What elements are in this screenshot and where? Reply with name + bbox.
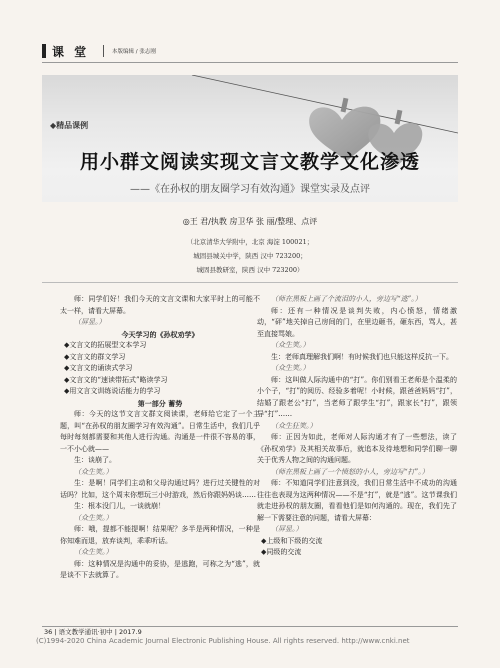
clothespin-icon <box>341 98 349 113</box>
paragraph: 生：是啊！同学们主动和父母沟通过吗？进行过关键性的对话吗？比如，这个周末你想玩三小时游戏，然后你跟妈妈谈…… <box>60 479 260 499</box>
paragraph: （师在黑板上画了个流泪的小人，旁边写“逃”。） <box>271 295 422 303</box>
paragraph: ◆文言文的诵读式学习 <box>64 364 133 372</box>
page-footer: 36 | 语文教学通讯·初中 | 2017.9 <box>44 628 142 636</box>
paragraph: 生：谈崩了。 <box>74 456 116 464</box>
paragraph: 师：这种情况是沟通中的妥协，是逃跑，可称之为“逃”，就是谈不下去就算了。 <box>60 559 260 579</box>
section-rule <box>42 282 458 283</box>
paragraph: （众生狂笑。） <box>271 421 317 430</box>
affiliation-line: 城固县教研室，陕西 汉中 723200） <box>196 266 304 274</box>
paragraph: （众生笑。） <box>74 513 113 522</box>
paragraph: 师：今天的这节文言文群文阅读课，老师给它定了一个主题，叫“在孙权的朋友圈学习有效沟通”。日常生活中，我们几乎每时每刻都需要和其他人进行沟通。沟通是一件很不容易的事，一不小心就—— <box>60 410 260 453</box>
category-tag: ◆精品课例 <box>50 121 89 130</box>
journal-name: 语文教学通讯·初中 <box>58 628 113 636</box>
paragraph: ◆同级的交流 <box>261 548 302 556</box>
header-divider <box>103 45 104 57</box>
paragraph: 师：哦，提都不能提啊！结果呢？多半是两种情况，一种是你知难而退，放弃谈判，乖乖听话。 <box>60 525 260 545</box>
paragraph: 师：正因为如此，老师对人际沟通才有了一些想法，读了《孙权劝学》及其相关故事后，就追本及待地想和同学们聊一聊关于优秀人物之间的沟通问题。 <box>257 433 457 464</box>
paragraph: 生：老师真理解我们啊！有时候我们也只能这样反抗一下。 <box>271 352 453 361</box>
copyright-notice: (C)1994-2020 China Academic Journal Electronic Publishing House. All rights reserved. http://www.cnki.net <box>36 637 410 645</box>
paragraph: ◆文言文的拓展型文本学习 <box>64 341 147 349</box>
paragraph: 师：还有一种情况是谈判失败，内心愤怒，情绪激动，“砰”地关掉自己房间的门，在里边砸书，砸东西，骂人，甚至直接骂娘。 <box>257 306 457 338</box>
paragraph: （众生笑。） <box>271 341 310 349</box>
section-title: 课 堂 <box>52 45 90 59</box>
paragraph: ◆上级和下级的交流 <box>261 536 323 545</box>
paragraph: 师：不知道同学们注意到没，我们日常生活中不成功的沟通往往也表现为这两种情况——不是“打”，就是“逃”。这节课我们就走进孙权的朋友圈，看看他们是如何沟通的。现在，我们先了解一下需要注意的问题，请看大屏幕： <box>257 479 457 522</box>
paragraph: ◆用文言文训练说话能力的学习 <box>64 387 161 395</box>
paragraph: ◆文言文的“速读带拓式”略读学习 <box>64 375 168 384</box>
right-text-column <box>257 294 457 559</box>
left-text-column <box>60 294 260 582</box>
paragraph: （众生笑。） <box>74 548 113 556</box>
paragraph: 今天学习的《孙权劝学》 <box>121 329 199 339</box>
header-rule <box>42 62 458 63</box>
paragraph: ◆文言文的群文学习 <box>64 352 126 361</box>
article-subtitle: ——《在孙权的朋友圈学习有效沟通》课堂实录及点评 <box>130 184 370 195</box>
editor-credit: 本版编辑 / 张志刚 <box>112 49 156 55</box>
paragraph: （师在黑板上画了一个愤怒的小人，旁边写“打”。） <box>271 467 429 476</box>
clothespin-icon <box>395 110 403 125</box>
affiliation-line: 城固县城关中学，陕西 汉中 723200； <box>193 252 307 260</box>
issue-number: 2017.9 <box>119 628 142 636</box>
paragraph: 师：这叫做人际沟通中的“打”。你们别看王老师是个温柔的小个子，“打”的阅历、经验多着呢！小时候，跟爸爸妈妈“打”，结婚了跟老公“打”，当老师了跟学生“打”，跟家长“打”，跟领导“打”…… <box>257 375 457 418</box>
paragraph: （屏显。） <box>74 318 106 326</box>
paragraph: （众生笑。） <box>74 467 113 476</box>
paragraph: （屏显。） <box>271 525 303 533</box>
paragraph: 师：同学们好！我们今天的文言文课和大家平时上的可能不太一样，请看大屏幕。 <box>60 295 260 315</box>
author-line: ◎王 君/执教 房卫华 张 丽/整理、点评 <box>182 217 318 226</box>
header-marker <box>42 44 46 58</box>
paragraph: 生：根本没门儿，一谈就崩！ <box>74 502 165 510</box>
affiliation-line: （北京清华大学附中，北京 海淀 100021； <box>186 238 314 246</box>
paragraph: 第一部分 蓄势 <box>137 398 183 408</box>
paragraph: （众生笑。） <box>271 364 310 372</box>
page-number: 36 <box>44 628 53 636</box>
article-title: 用小群文阅读实现文言文教学文化渗透 <box>79 151 420 173</box>
